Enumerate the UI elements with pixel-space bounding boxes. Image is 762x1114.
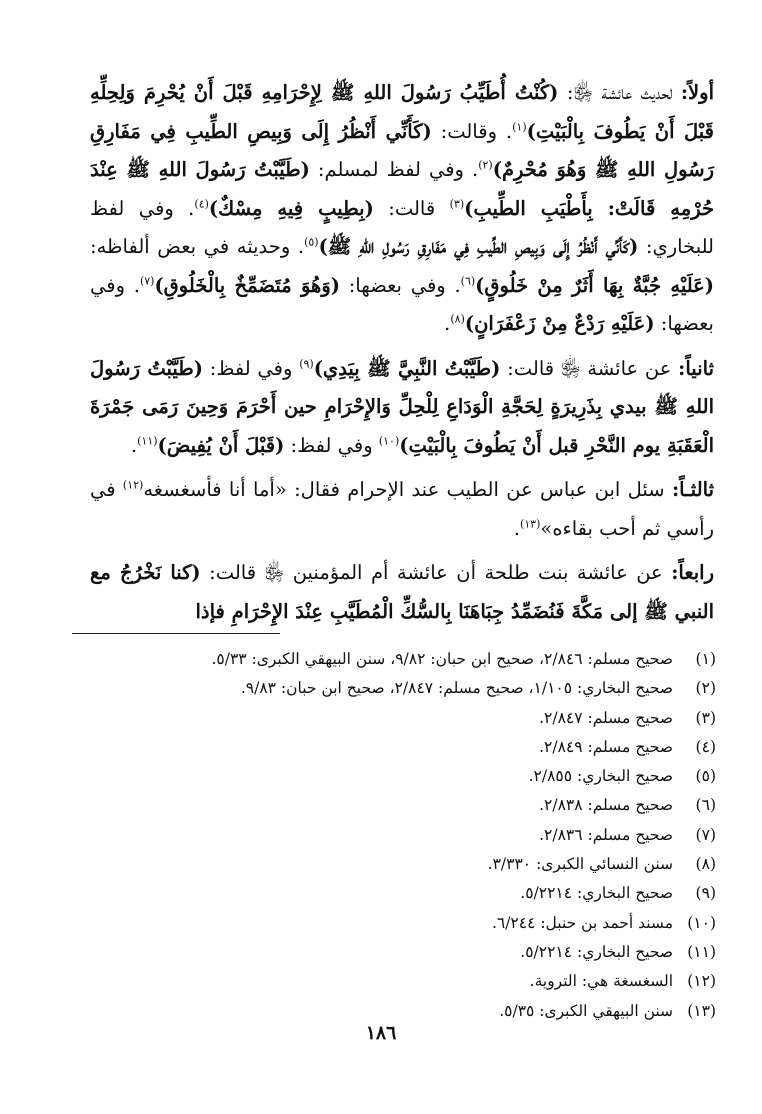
footnote-ref[interactable]: (٨) <box>450 312 465 326</box>
footnote-text: صحيح البخاري: ٥/٢٢١٤. <box>520 942 674 961</box>
footnote-item <box>60 791 716 820</box>
footnote-ref[interactable]: (١٣) <box>519 517 541 530</box>
paragraph-first <box>90 74 714 344</box>
footnote-ref[interactable]: (٤) <box>194 197 209 210</box>
footnote-ref[interactable]: (٦) <box>460 274 476 287</box>
footnote-text: مسند أحمد بن حنبل: ٦/٢٤٤. <box>491 913 674 932</box>
footnote-ref[interactable]: (٢) <box>478 158 493 172</box>
footnote-number: (٤) <box>695 737 716 756</box>
paragraph-segment: . وفي لفظ لمسلم: <box>309 158 479 181</box>
footnote-number: (١٢) <box>687 972 716 991</box>
footnote-number: (٦) <box>695 796 716 815</box>
footnote-text: سنن البيهقي الكبرى: ٥/٣٥. <box>499 1001 674 1020</box>
hadith-quote: (طَيَّبْتُ رَسُولَ اللهِ ﷺ بيدي بِذَرِيرَةٍ لِحَجَّةِ الْوَدَاعِ لِلْحِلِّ وَالإِحْرَامِ حين أَحْرَمَ وَحِينَ رَمَى جَمْرَةَ الْعَقَبَةِ يوم النَّحْرِ قبل أَنْ يَطُوفَ بِالْبَيْتِ) <box>90 356 714 457</box>
footnote-ref[interactable]: (٥) <box>304 235 319 249</box>
footnote-text: صحيح البخاري: ١/١٠٥، صحيح مسلم: ٢/٨٤٧، صحيح ابن حبان: ٩/٨٣. <box>240 679 674 698</box>
footnote-text: صحيح مسلم: ٢/٨٣٨. <box>539 796 674 815</box>
footnote-number: (٥) <box>695 767 716 786</box>
footnote-number: (١٠) <box>687 913 716 932</box>
footnote-item <box>60 821 716 850</box>
footnote-item <box>60 733 716 762</box>
footnote-number: (٨) <box>695 855 716 874</box>
hadith-quote: (عَلَيْهِ رَدْعٌ مِنْ زَعْفَرَانٍ) <box>464 312 655 335</box>
footnote-item <box>60 909 716 938</box>
footnote-text: السغسغة هي: التروية. <box>529 972 674 991</box>
paragraph-lead: أولاً: <box>680 81 714 104</box>
hadith-quote: (بِطِيبٍ فِيهِ مِسْكٌ) <box>208 196 374 220</box>
paragraph-third <box>90 471 714 548</box>
footnote-number: (٧) <box>695 825 716 844</box>
footnote-ref[interactable]: (٣) <box>449 197 465 210</box>
paragraph-lead: رابعاً: <box>671 561 714 584</box>
hadith-quote: (كُنْتُ أُطَيِّبُ رَسُولَ اللهِ ﷺ لِإِحْرَامِهِ قَبْلَ أَنْ يُحْرِمَ وَلِحِلِّهِ قَبْلَ أَنْ يَطُوفَ بِالْبَيْتِ) <box>90 81 714 143</box>
footnote-number: (٢) <box>695 679 716 698</box>
footnote-ref[interactable]: (١) <box>512 120 527 133</box>
footnote-number: (١٣) <box>687 1001 716 1020</box>
hadith-quote: (عَلَيْهِ جُبَّةٌ بِهَا أَثَرٌ مِنْ خَلُوقٍ) <box>475 273 715 297</box>
paragraph-segment: . وقالت: <box>431 119 513 143</box>
paragraph-segment: قالت: <box>373 196 450 220</box>
hadith-quote: (قَبْلَ أَنْ يُفِيضَ) <box>157 433 285 457</box>
paragraph-segment: . <box>130 433 138 457</box>
athar-quote: «أما أنا فأسغسغه <box>143 478 287 501</box>
footnote-ref[interactable]: (١٠) <box>378 434 400 447</box>
paragraph-segment: . وفي بعضها: <box>90 273 714 335</box>
athar-quote: في رأسي ثم أحب بقاءه» <box>90 478 714 540</box>
footnote-item <box>60 645 716 674</box>
footnote-item <box>60 674 716 703</box>
paragraph-segment: . وحديثه في بعض ألفاظه: <box>90 235 305 258</box>
footnote-number: (٣) <box>695 708 716 727</box>
footnote-text: صحيح البخاري: ٢/٨٥٥. <box>528 767 674 786</box>
hadith-quote: (طَيَّبْتُ النَّبِيَّ ﷺ بِيَدِي) <box>313 356 501 380</box>
hadith-quote: (كنا نَخْرُجُ مع النبي ﷺ إلى مَكَّةَ فَنُضَمِّدُ جِبَاهَنَا بِالسُّكِّ الْمُطَيَّبِ عِنْدَ الإِحْرَامِ فإذا <box>90 561 714 623</box>
footnote-item <box>60 704 716 733</box>
paragraph-lead: ثانياً: <box>678 356 714 380</box>
footnote-ref[interactable]: (٧) <box>139 274 155 287</box>
hadith-quote: (كَأَنِّي أَنْظُرُ إِلَى وَبِيصِ الطِّيبِ فِي مَفَارِقِ رَسُولِ اللهِ ﷺ) <box>318 235 639 258</box>
footnote-ref[interactable]: (١٢) <box>122 478 144 492</box>
paragraph-segment: عن عائشة بنت طلحة أن عائشة أم المؤمنين ﵂ قالت: <box>200 561 672 584</box>
footnote-ref[interactable]: (١١) <box>137 434 158 447</box>
footnote-item <box>60 850 716 879</box>
paragraph-segment: وفي لفظ: <box>284 433 379 457</box>
footnote-text: صحيح مسلم: ٢/٨٤٦، صحيح ابن حبان: ٩/٨٢، سنن البيهقي الكبرى: ٥/٣٣. <box>211 650 674 668</box>
footnote-item <box>60 967 716 996</box>
footnote-text: صحيح مسلم: ٢/٨٣٦. <box>539 825 674 844</box>
footnote-text: صحيح مسلم: ٢/٨٤٩. <box>539 737 674 756</box>
main-text <box>90 74 714 637</box>
page-number: ١٨٦ <box>365 1022 397 1044</box>
footnote-separator <box>72 633 280 634</box>
hadith-quote: (وَهُوَ مُتَضَمِّخٌ بِالْخَلُوقِ) <box>154 273 340 297</box>
paragraph-second <box>90 350 714 466</box>
paragraph-segment: لحديث عائشة ﵂: <box>558 81 681 104</box>
paragraph-segment: وفي لفظ: <box>203 356 300 380</box>
paragraph-fourth <box>90 554 714 631</box>
hadith-quote: (كَأَنِّي أَنْظُرُ إِلَى وَبِيصِ الطِّيبِ فِي مَفَارِقِ رَسُولِ اللهِ ﷺ وَهُوَ مُحْرِمٌ) <box>90 119 714 181</box>
footnote-number: (١) <box>695 650 716 668</box>
footnote-text: صحيح البخاري: ٥/٢٢١٤. <box>520 884 674 903</box>
footnote-text: صحيح مسلم: ٢/٨٤٧. <box>539 708 674 727</box>
footnote-ref[interactable]: (٩) <box>299 357 314 370</box>
paragraph-segment: عن عائشة ﵂ قالت: <box>500 356 679 380</box>
footnote-text: سنن النسائي الكبرى: ٣/٣٣٠. <box>487 855 674 874</box>
paragraph-segment: سئل ابن عباس عن الطيب عند الإحرام فقال: <box>286 478 672 501</box>
paragraph-segment: . <box>513 516 520 540</box>
paragraph-segment: . وفي بعضها: <box>340 273 461 297</box>
footnote-number: (٩) <box>695 884 716 903</box>
footnote-item <box>60 879 716 908</box>
paragraph-segment: . وفي لفظ للبخاري: <box>90 196 714 258</box>
footnotes-list <box>60 645 716 1026</box>
footnote-item <box>60 938 716 967</box>
paragraph-lead: ثالثـاً: <box>671 478 714 501</box>
hadith-quote: (طَيَّبْتُ رَسُولَ اللهِ ﷺ عِنْدَ حُرْمِهِ قَالَتْ: بِأَطْيَبِ الطِّيبِ) <box>90 158 715 220</box>
footnote-number: (١١) <box>687 942 716 961</box>
paragraph-segment: . <box>444 312 451 335</box>
footnote-item <box>60 762 716 791</box>
